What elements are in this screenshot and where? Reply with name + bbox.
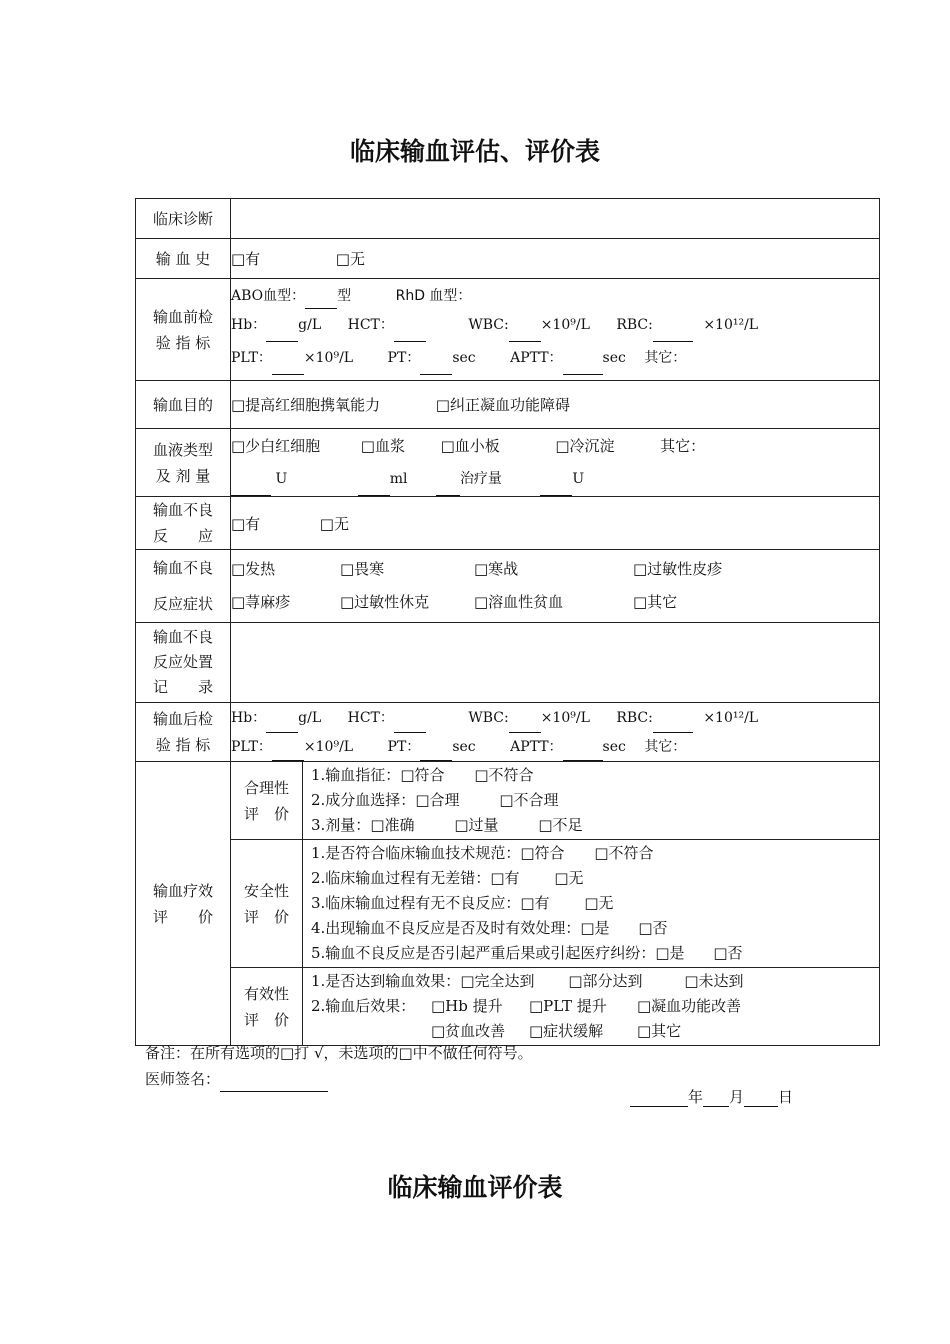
- row-adverse-symptoms: [136, 550, 880, 623]
- post-rbc-label: RBC:: [616, 710, 653, 726]
- type-other-label: 其它：: [660, 436, 706, 455]
- rational-q1: 1.输血指征：: [311, 766, 401, 784]
- symptom-hemolysis-checkbox[interactable]: □溶血性贫血: [474, 593, 564, 611]
- effective-label-2: 评 价: [243, 1010, 289, 1029]
- handling-field[interactable]: [231, 623, 880, 703]
- date-line: [630, 1086, 793, 1107]
- effective-other[interactable]: □其它: [637, 1022, 682, 1040]
- post-hct-label: HCT：: [347, 710, 394, 726]
- dose-rbc-field[interactable]: [231, 481, 271, 496]
- pre-pt-label: PT：: [387, 350, 421, 366]
- rational-q1-no[interactable]: □不符合: [474, 766, 534, 784]
- safety-q1-no[interactable]: □不符合: [594, 844, 654, 862]
- post-aptt-label: APTT：: [510, 739, 563, 755]
- post-hb-field[interactable]: [266, 718, 298, 733]
- safety-q1: 1.是否符合临床输血技术规范：: [311, 844, 521, 862]
- rationality-label-1: 合理性: [243, 778, 289, 797]
- row-pre-transfusion-tests: [136, 279, 880, 381]
- safety-q3-yes[interactable]: □有: [520, 894, 550, 912]
- dose-cryo-unit: U: [572, 470, 585, 487]
- rational-q2-no[interactable]: □不合理: [499, 791, 559, 809]
- safety-label-1: 安全性: [243, 881, 289, 900]
- symptom-shock-checkbox[interactable]: □过敏性休克: [340, 593, 430, 611]
- post-wbc-label: WBC:: [468, 710, 509, 726]
- pre-hb-field[interactable]: [266, 327, 298, 342]
- pre-plt-field[interactable]: [272, 360, 304, 375]
- type-leukoreduced-checkbox[interactable]: □少白红细胞: [231, 436, 321, 455]
- symptom-other-checkbox[interactable]: □其它: [633, 593, 678, 611]
- purpose-label: 输血目的: [136, 381, 231, 429]
- pre-rbc-label: RBC:: [616, 317, 653, 333]
- rational-q2-yes[interactable]: □合理: [415, 791, 460, 809]
- rational-q3-accurate[interactable]: □准确: [370, 816, 415, 834]
- dose-plasma-field[interactable]: [358, 481, 390, 496]
- evaluation-form-table: [135, 198, 880, 1046]
- safety-q3: 3.临床输血过程有无不良反应：: [311, 894, 521, 912]
- row-adverse-reaction: [136, 497, 880, 550]
- pre-test-label-2: 验 指 标: [155, 333, 211, 352]
- row-efficacy-rationality: [136, 762, 880, 840]
- adverse-yes-checkbox[interactable]: □有: [231, 514, 261, 533]
- form-title: 临床输血评估、评价表: [349, 137, 600, 166]
- effective-anemia-improve[interactable]: □贫血改善: [431, 1022, 506, 1040]
- effective-q1: 1.是否达到输血效果：: [311, 972, 461, 990]
- handling-label-3: 记 录: [152, 678, 213, 696]
- effective-q1-partial[interactable]: □部分达到: [568, 972, 643, 990]
- type-platelet-checkbox[interactable]: □血小板: [440, 436, 500, 455]
- notes-section: [145, 1040, 533, 1092]
- symptom-rash-checkbox[interactable]: □过敏性皮疹: [633, 560, 723, 578]
- safety-q3-no[interactable]: □无: [584, 894, 614, 912]
- symptoms-label-2: 反应症状: [152, 595, 213, 613]
- second-form-title: 临床输血评价表: [387, 1173, 563, 1202]
- diagnosis-field[interactable]: [231, 199, 880, 239]
- adverse-label-2: 反 应: [152, 527, 213, 545]
- effective-label-1: 有效性: [243, 984, 289, 1003]
- month-field[interactable]: [703, 1092, 729, 1107]
- row-post-transfusion-tests: [136, 703, 880, 762]
- month-label: 月: [729, 1088, 745, 1106]
- pre-aptt-field[interactable]: [563, 360, 603, 375]
- safety-q4-no[interactable]: □否: [638, 919, 668, 937]
- type-plasma-checkbox[interactable]: □血浆: [360, 436, 405, 455]
- remark-text: 备注：在所有选项的□打 √，未选项的□中不做任何符号。: [145, 1044, 533, 1062]
- post-hb-label: Hb：: [231, 710, 267, 726]
- abo-field[interactable]: [305, 294, 337, 309]
- safety-q5-yes[interactable]: □是: [655, 944, 685, 962]
- safety-label-2: 评 价: [243, 907, 289, 926]
- adverse-label-1: 输血不良: [152, 501, 213, 519]
- year-field[interactable]: [630, 1092, 688, 1107]
- blood-type-label-1: 血液类型: [152, 440, 213, 459]
- dose-plasma-unit: ml: [389, 470, 408, 487]
- rational-q2: 2.成分血选择：: [311, 791, 416, 809]
- diagnosis-label: 临床诊断: [136, 199, 231, 239]
- purpose-oxygen-checkbox[interactable]: □提高红细胞携氧能力: [231, 396, 381, 414]
- rhd-label: RhD 血型：: [395, 288, 472, 304]
- abo-label: ABO血型：: [231, 288, 306, 304]
- year-label: 年: [688, 1088, 704, 1106]
- pre-wbc-unit: ×10⁹/L: [540, 317, 590, 333]
- day-field[interactable]: [744, 1092, 778, 1107]
- safety-q2: 2.临床输血过程有无差错：: [311, 869, 491, 887]
- rational-q3: 3.剂量：: [311, 816, 371, 834]
- pre-plt-label: PLT：: [231, 350, 272, 366]
- efficacy-label-1: 输血疗效: [152, 881, 213, 900]
- safety-q4-yes[interactable]: □是: [580, 919, 610, 937]
- post-hct-field[interactable]: [394, 718, 426, 733]
- row-efficacy-safety: [136, 840, 880, 968]
- pre-test-label-1: 输血前检: [152, 307, 213, 326]
- row-diagnosis: [136, 199, 880, 239]
- post-plt-field[interactable]: [272, 746, 304, 761]
- dose-rbc-unit: U: [275, 470, 288, 487]
- pre-aptt-unit: sec: [602, 350, 626, 366]
- rational-q1-yes[interactable]: □符合: [400, 766, 445, 784]
- pre-hct-label: HCT：: [347, 317, 394, 333]
- post-pt-unit: sec: [452, 739, 476, 755]
- symptom-fever-checkbox[interactable]: □发热: [231, 560, 276, 578]
- rational-q3-excess[interactable]: □过量: [454, 816, 499, 834]
- row-purpose: [136, 381, 880, 429]
- effective-plt-up[interactable]: □PLT 提升: [529, 997, 607, 1015]
- safety-q5-no[interactable]: □否: [713, 944, 743, 962]
- signature-label: 医师签名：: [145, 1070, 221, 1088]
- pre-pt-field[interactable]: [420, 360, 452, 375]
- row-blood-type: [136, 429, 880, 497]
- history-label: 输 血 史: [136, 239, 231, 279]
- handling-label-2: 反应处置: [152, 653, 213, 671]
- rationality-label-2: 评 价: [243, 804, 289, 823]
- post-pt-label: PT：: [387, 739, 421, 755]
- pre-hct-field[interactable]: [394, 327, 426, 342]
- safety-q2-no[interactable]: □无: [554, 869, 584, 887]
- blood-type-label-2: 及 剂 量: [155, 466, 211, 485]
- purpose-coagulation-checkbox[interactable]: □纠正凝血功能障碍: [435, 396, 570, 414]
- rational-q3-insufficient[interactable]: □不足: [538, 816, 583, 834]
- post-other-label: 其它：: [644, 739, 687, 755]
- safety-q2-yes[interactable]: □有: [490, 869, 520, 887]
- post-pt-field[interactable]: [420, 746, 452, 761]
- post-wbc-unit: ×10⁹/L: [540, 710, 590, 726]
- handling-label-1: 输血不良: [152, 628, 213, 646]
- pre-aptt-label: APTT：: [510, 350, 563, 366]
- row-transfusion-history: [136, 239, 880, 279]
- effective-q1-none[interactable]: □未达到: [684, 972, 744, 990]
- symptom-rigor-checkbox[interactable]: □寒战: [474, 560, 519, 578]
- symptoms-label-1: 输血不良: [152, 559, 213, 577]
- safety-q5: 5.输血不良反应是否引起严重后果或引起医疗纠纷：: [311, 944, 656, 962]
- post-plt-unit: ×10⁹/L: [303, 739, 354, 755]
- pre-wbc-label: WBC:: [468, 317, 509, 333]
- type-cryo-checkbox[interactable]: □冷沉淀: [555, 436, 615, 455]
- dose-platelet-field[interactable]: [436, 481, 460, 496]
- pre-wbc-field[interactable]: [509, 327, 541, 342]
- post-test-label-1: 输血后检: [152, 710, 213, 728]
- post-test-label-2: 验 指 标: [155, 736, 211, 754]
- post-aptt-unit: sec: [602, 739, 626, 755]
- post-plt-label: PLT：: [231, 739, 272, 755]
- signature-field[interactable]: [220, 1075, 328, 1092]
- post-aptt-field[interactable]: [563, 746, 603, 761]
- row-efficacy-effectiveness: [136, 968, 880, 1046]
- dose-platelet-unit: 治疗量: [459, 470, 502, 487]
- post-wbc-field[interactable]: [509, 718, 541, 733]
- pre-hb-label: Hb：: [231, 317, 267, 333]
- symptom-chill-checkbox[interactable]: □畏寒: [340, 560, 385, 578]
- safety-q1-yes[interactable]: □符合: [520, 844, 565, 862]
- abo-suffix: 型: [337, 288, 352, 304]
- efficacy-label-2: 评 价: [152, 907, 213, 926]
- symptom-urticaria-checkbox[interactable]: □荨麻疹: [231, 593, 291, 611]
- pre-pt-unit: sec: [452, 350, 476, 366]
- day-label: 日: [778, 1088, 794, 1106]
- post-hb-unit: g/L: [298, 710, 322, 726]
- row-adverse-handling: [136, 623, 880, 703]
- history-no-checkbox[interactable]: □无: [335, 250, 365, 268]
- pre-hb-unit: g/L: [298, 317, 322, 333]
- pre-rbc-unit: ×10¹²/L: [703, 317, 759, 333]
- pre-plt-unit: ×10⁹/L: [303, 350, 354, 366]
- effective-hb-up[interactable]: □Hb 提升: [431, 997, 503, 1015]
- history-yes-checkbox[interactable]: □有: [231, 250, 261, 268]
- effective-symptom-relief[interactable]: □症状缓解: [529, 1022, 604, 1040]
- effective-coag-improve[interactable]: □凝血功能改善: [637, 997, 742, 1015]
- adverse-no-checkbox[interactable]: □无: [319, 514, 349, 533]
- safety-q4: 4.出现输血不良反应是否及时有效处理：: [311, 919, 581, 937]
- post-rbc-unit: ×10¹²/L: [703, 710, 759, 726]
- pre-other-label: 其它：: [644, 350, 687, 366]
- effective-q1-full[interactable]: □完全达到: [460, 972, 535, 990]
- pre-rbc-field[interactable]: [653, 327, 693, 342]
- post-rbc-field[interactable]: [653, 718, 693, 733]
- dose-cryo-field[interactable]: [540, 481, 572, 496]
- effective-q2: 2.输血后效果：: [311, 997, 416, 1015]
